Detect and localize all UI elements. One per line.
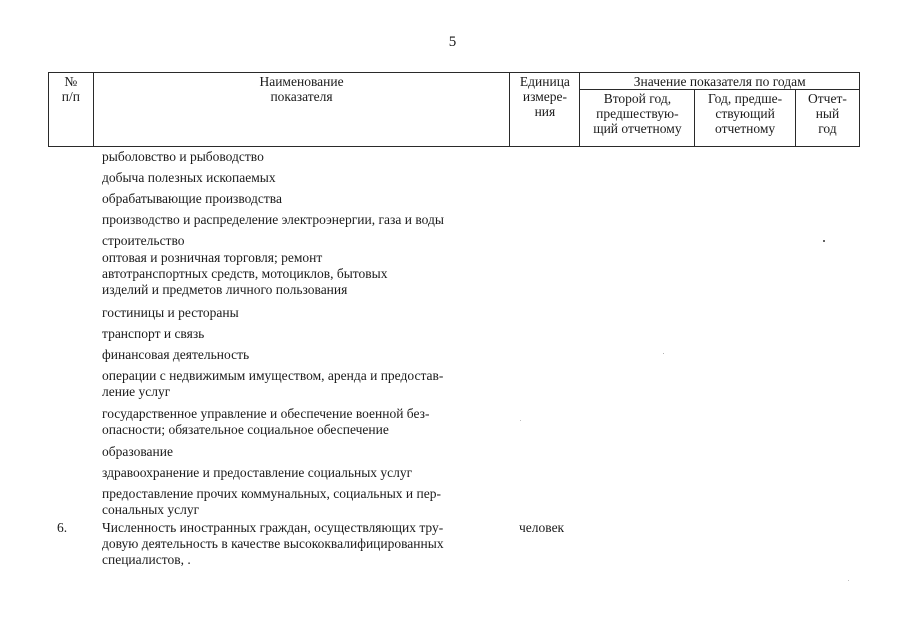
row-text-line: Численность иностранных граждан, осуществляющих тру- (102, 520, 444, 535)
header-name-column (93, 73, 510, 147)
row-indicator-name (102, 347, 502, 363)
row-text-line: гостиницы и рестораны (102, 305, 239, 320)
row-text-line: добыча полезных ископаемых (102, 170, 276, 185)
header-second-year-line1: Второй год, (603, 91, 672, 106)
row-indicator-name (102, 149, 502, 165)
row-indicator-name (102, 191, 502, 207)
row-indicator-name (102, 250, 502, 298)
row-indicator-name (102, 486, 502, 518)
row-text-line: строительство (102, 233, 185, 248)
header-number-line2: п/п (61, 89, 80, 104)
header-second-year-line3: щий отчетному (593, 121, 682, 136)
row-text-line: изделий и предметов личного пользования (102, 282, 348, 297)
row-indicator-name (102, 212, 502, 228)
row-text-line: довую деятельность в качестве высококвалифицированных (102, 536, 444, 551)
header-unit-line1: Единица (519, 74, 570, 89)
row-text-line: здравоохранение и предоставление социальных услуг (102, 465, 413, 480)
header-reporting-year-line3: год (818, 121, 837, 136)
header-number-line1: № (64, 74, 78, 89)
header-year-prior (695, 90, 796, 147)
indicator-table-header (48, 72, 860, 147)
row-unit: человек (519, 520, 565, 535)
header-year-prior-line3: отчетному (715, 121, 776, 136)
row-text-line: автотранспортных средств, мотоциклов, бытовых (102, 266, 388, 281)
header-name-line2: показателя (270, 89, 333, 104)
row-text-line: образование (102, 444, 173, 459)
row-text-line: обрабатывающие производства (102, 191, 282, 206)
scan-speck (663, 353, 664, 354)
header-unit-column (510, 73, 580, 147)
header-second-year-prior (580, 90, 695, 147)
row-indicator-name (102, 520, 502, 568)
row-indicator-name (102, 406, 502, 438)
row-indicator-name (102, 305, 502, 321)
header-year-prior-line1: Год, предше- (708, 91, 783, 106)
header-unit-line2: измере- (522, 89, 567, 104)
row-indicator-name (102, 368, 502, 400)
row-text-line: оптовая и розничная торговля; ремонт (102, 250, 323, 265)
header-number-column (49, 73, 94, 147)
header-second-year-line2: предшествую- (596, 106, 679, 121)
row-indicator-name (102, 170, 502, 186)
row-text-line: рыболовство и рыбоводство (102, 149, 264, 164)
row-indicator-name (102, 233, 502, 249)
scan-speck (823, 240, 825, 242)
row-text-line: операции с недвижимым имуществом, аренда и предостав- (102, 368, 444, 383)
row-text-line: ление услуг (102, 384, 171, 399)
scan-speck (848, 580, 849, 581)
header-reporting-year-line1: Отчет- (808, 91, 847, 106)
scan-speck (520, 420, 521, 421)
header-name-line1: Наименование (259, 74, 344, 89)
row-indicator-name (102, 444, 502, 460)
row-number: 6. (57, 520, 68, 535)
page-number: 5 (448, 34, 457, 50)
row-text-line: государственное управление и обеспечение военной без- (102, 406, 430, 421)
row-text-line: специалистов, . (102, 552, 191, 567)
header-reporting-year (795, 90, 859, 147)
row-text-line: финансовая деятельность (102, 347, 250, 362)
row-indicator-name (102, 465, 502, 481)
row-text-line: сональных услуг (102, 502, 200, 517)
row-text-line: предоставление прочих коммунальных, социальных и пер- (102, 486, 441, 501)
row-text-line: опасности; обязательное социальное обеспечение (102, 422, 389, 437)
header-unit-line3: ния (534, 104, 556, 119)
header-reporting-year-line2: ный (815, 106, 840, 121)
row-text-line: транспорт и связь (102, 326, 205, 341)
header-year-prior-line2: ствующий (715, 106, 775, 121)
row-indicator-name (102, 326, 502, 342)
row-text-line: производство и распределение электроэнергии, газа и воды (102, 212, 444, 227)
header-values-group: Значение показателя по годам (580, 73, 860, 90)
